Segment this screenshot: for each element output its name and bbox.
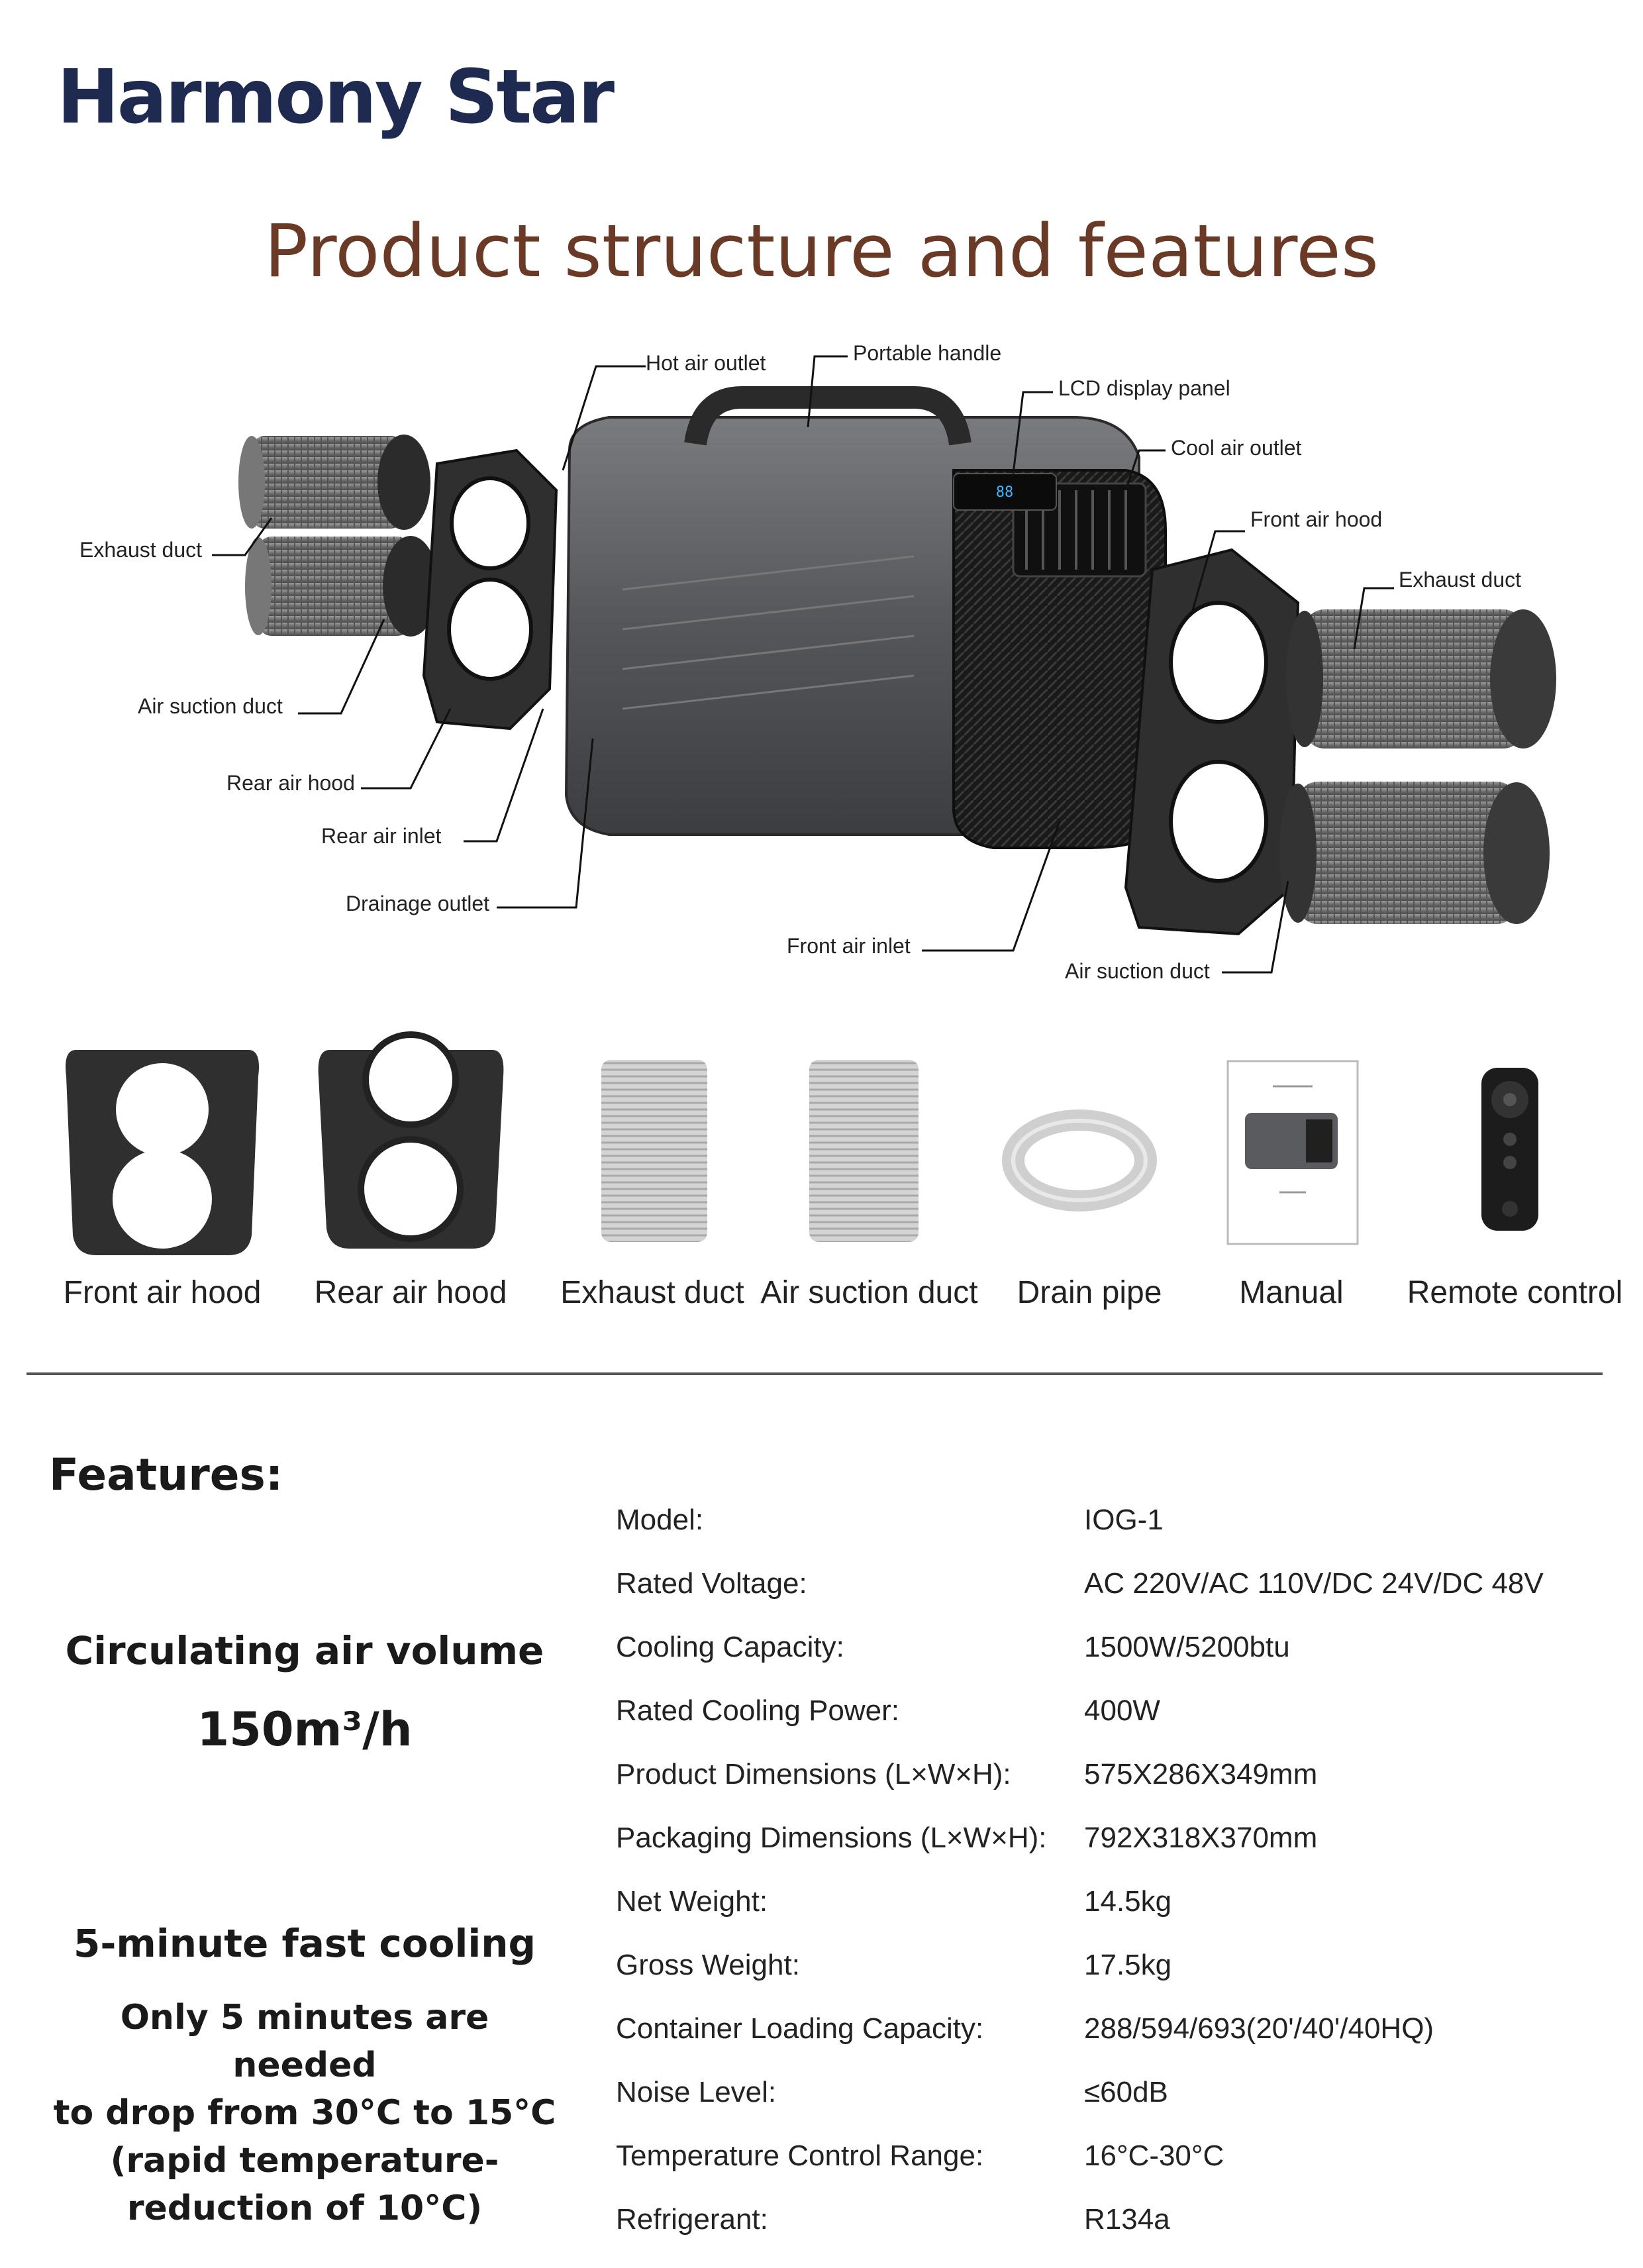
page-heading: Product structure and features [264, 209, 1379, 293]
accessory-caption-manual: Manual [1239, 1275, 1344, 1310]
spec-value: 14.5kg [1084, 1885, 1172, 1918]
spec-value: 17.5kg [1084, 1949, 1172, 1981]
fast-cooling-line: reduction of 10°C) [126, 2189, 483, 2228]
spec-value: 288/594/693(20'/40'/40HQ) [1084, 2012, 1434, 2045]
callout-exhaust-duct-left: Exhaust duct [79, 538, 202, 562]
callout-front-air-hood: Front air hood [1250, 507, 1383, 531]
accessory-caption-front-air-hood: Front air hood [63, 1275, 262, 1310]
right-exhaust-duct [1286, 609, 1556, 748]
accessory-caption-air-suction-duct: Air suction duct [760, 1275, 978, 1310]
left-exhaust-duct [238, 435, 430, 530]
callout-cool-air-outlet: Cool air outlet [1171, 436, 1302, 460]
spec-value: 792X318X370mm [1084, 1822, 1318, 1854]
spec-label: Container Loading Capacity: [616, 2012, 984, 2045]
callout-air-suction-duct-right: Air suction duct [1065, 959, 1210, 983]
spec-value: R134a [1084, 2203, 1170, 2236]
product-exploded-diagram [0, 318, 1643, 1020]
spec-value: ≤60dB [1084, 2076, 1168, 2108]
spec-value: 400W [1084, 1694, 1160, 1727]
spec-value: 575X286X349mm [1084, 1758, 1318, 1790]
main-unit [566, 397, 1166, 848]
fast-cooling-line: to drop from 30°C to 15°C [53, 2093, 556, 2133]
spec-label: Packaging Dimensions (L×W×H): [616, 1822, 1047, 1854]
fast-cooling-line: (rapid temperature- [110, 2141, 499, 2181]
spec-label: Model: [616, 1504, 704, 1536]
spec-label: Noise Level: [616, 2076, 777, 2108]
rear-air-hood-exploded [424, 450, 556, 729]
accessory-caption-rear-air-hood: Rear air hood [314, 1275, 507, 1310]
brand-logo: Harmony Star [57, 54, 613, 140]
fast-cooling-title: 5-minute fast cooling [73, 1921, 536, 1966]
manual-image [1226, 1060, 1359, 1245]
svg-text:88: 88 [995, 484, 1014, 501]
air-volume-title: Circulating air volume [65, 1628, 544, 1673]
accessory-caption-drain-pipe: Drain pipe [1017, 1275, 1162, 1310]
left-air-suction-duct [245, 536, 438, 637]
air-volume-value: 150m³/h [197, 1702, 413, 1757]
accessory-caption-exhaust-duct: Exhaust duct [560, 1275, 744, 1310]
fast-cooling-description [53, 1994, 556, 2232]
air-suction-duct-image [809, 1060, 919, 1242]
remote-control-image [1480, 1066, 1540, 1232]
callout-rear-air-hood: Rear air hood [226, 771, 355, 795]
features-title: Features: [49, 1449, 283, 1500]
rear-air-hood-image [317, 1023, 505, 1255]
front-air-hood-exploded [1126, 550, 1298, 934]
callout-rear-air-inlet: Rear air inlet [321, 824, 442, 848]
fast-cooling-line: Only 5 minutes are needed [120, 1998, 489, 2085]
callout-air-suction-duct-left: Air suction duct [138, 694, 283, 718]
spec-value: IOG-1 [1084, 1504, 1164, 1536]
callout-drainage-outlet: Drainage outlet [346, 892, 490, 915]
spec-label: Temperature Control Range: [616, 2139, 984, 2172]
spec-label: Gross Weight: [616, 1949, 800, 1981]
right-air-suction-duct [1279, 782, 1550, 924]
spec-label: Cooling Capacity: [616, 1631, 844, 1663]
section-divider [26, 1372, 1603, 1375]
callout-exhaust-duct-right: Exhaust duct [1399, 568, 1521, 592]
callout-lcd-display-panel: LCD display panel [1058, 376, 1230, 400]
spec-label: Net Weight: [616, 1885, 768, 1918]
spec-value: 1500W/5200btu [1084, 1631, 1290, 1663]
front-air-hood-image [63, 1037, 262, 1259]
drain-pipe-image [997, 1100, 1166, 1222]
spec-value: AC 220V/AC 110V/DC 24V/DC 48V [1084, 1567, 1544, 1600]
callout-portable-handle: Portable handle [853, 341, 1002, 365]
spec-label: Rated Voltage: [616, 1567, 807, 1600]
spec-value: 16°C-30°C [1084, 2139, 1224, 2172]
callout-hot-air-outlet: Hot air outlet [646, 351, 766, 375]
spec-label: Product Dimensions (L×W×H): [616, 1758, 1011, 1790]
exhaust-duct-image [601, 1060, 707, 1242]
spec-label: Refrigerant: [616, 2203, 768, 2236]
spec-label: Rated Cooling Power: [616, 1694, 900, 1727]
callout-front-air-inlet: Front air inlet [787, 934, 911, 958]
accessory-caption-remote-control: Remote control [1407, 1275, 1623, 1310]
